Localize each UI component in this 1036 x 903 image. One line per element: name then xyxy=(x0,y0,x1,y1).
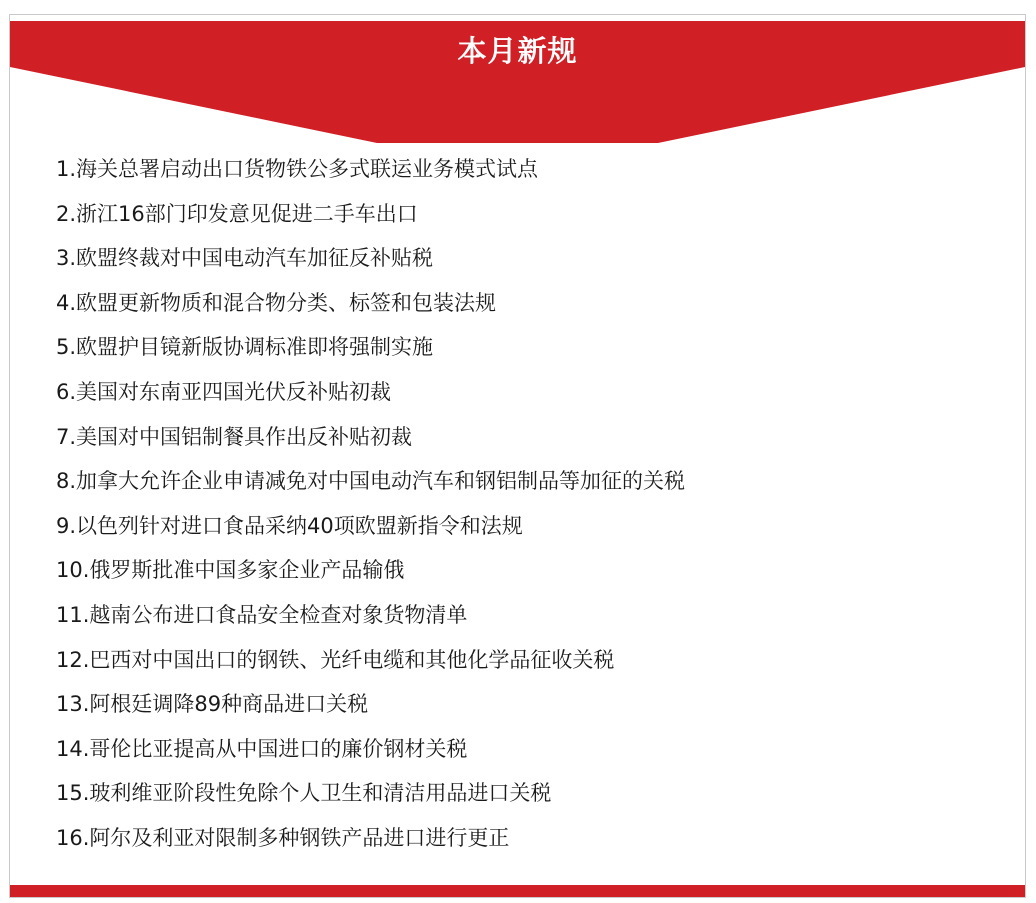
page-title: 本月新规 xyxy=(457,34,578,68)
regulation-panel xyxy=(9,14,1026,898)
list-item: 5.欧盟护目镜新版协调标准即将强制实施 xyxy=(56,335,434,360)
list-item: 10.俄罗斯批准中国多家企业产品输俄 xyxy=(56,558,405,583)
list-item: 13.阿根廷调降89种商品进口关税 xyxy=(56,692,369,717)
bottom-accent-bar xyxy=(10,885,1025,897)
list-item: 3.欧盟终裁对中国电动汽车加征反补贴税 xyxy=(56,246,434,271)
list-item: 11.越南公布进口食品安全检查对象货物清单 xyxy=(56,602,468,627)
list-item: 1.海关总署启动出口货物铁公多式联运业务模式试点 xyxy=(56,157,539,181)
list-item: 4.欧盟更新物质和混合物分类、标签和包装法规 xyxy=(56,290,497,315)
list-item: 8.加拿大允许企业申请减免对中国电动汽车和钢铝制品等加征的关税 xyxy=(56,469,686,494)
header-banner xyxy=(10,21,1025,157)
list-item: 2.浙江16部门印发意见促进二手车出口 xyxy=(56,201,418,226)
list-item: 12.巴西对中国出口的钢铁、光纤电缆和其他化学品征收关税 xyxy=(56,647,615,672)
list-item: 9.以色列针对进口食品采纳40项欧盟新指令和法规 xyxy=(56,513,523,538)
regulation-list xyxy=(56,147,685,861)
list-item: 14.哥伦比亚提高从中国进口的廉价钢材关税 xyxy=(56,736,468,761)
list-item: 6.美国对东南亚四国光伏反补贴初裁 xyxy=(56,379,392,404)
list-item: 15.玻利维亚阶段性免除个人卫生和清洁用品进口关税 xyxy=(56,781,552,806)
list-item: 16.阿尔及利亚对限制多种钢铁产品进口进行更正 xyxy=(56,825,510,850)
list-item: 7.美国对中国铝制餐具作出反补贴初裁 xyxy=(56,424,413,449)
